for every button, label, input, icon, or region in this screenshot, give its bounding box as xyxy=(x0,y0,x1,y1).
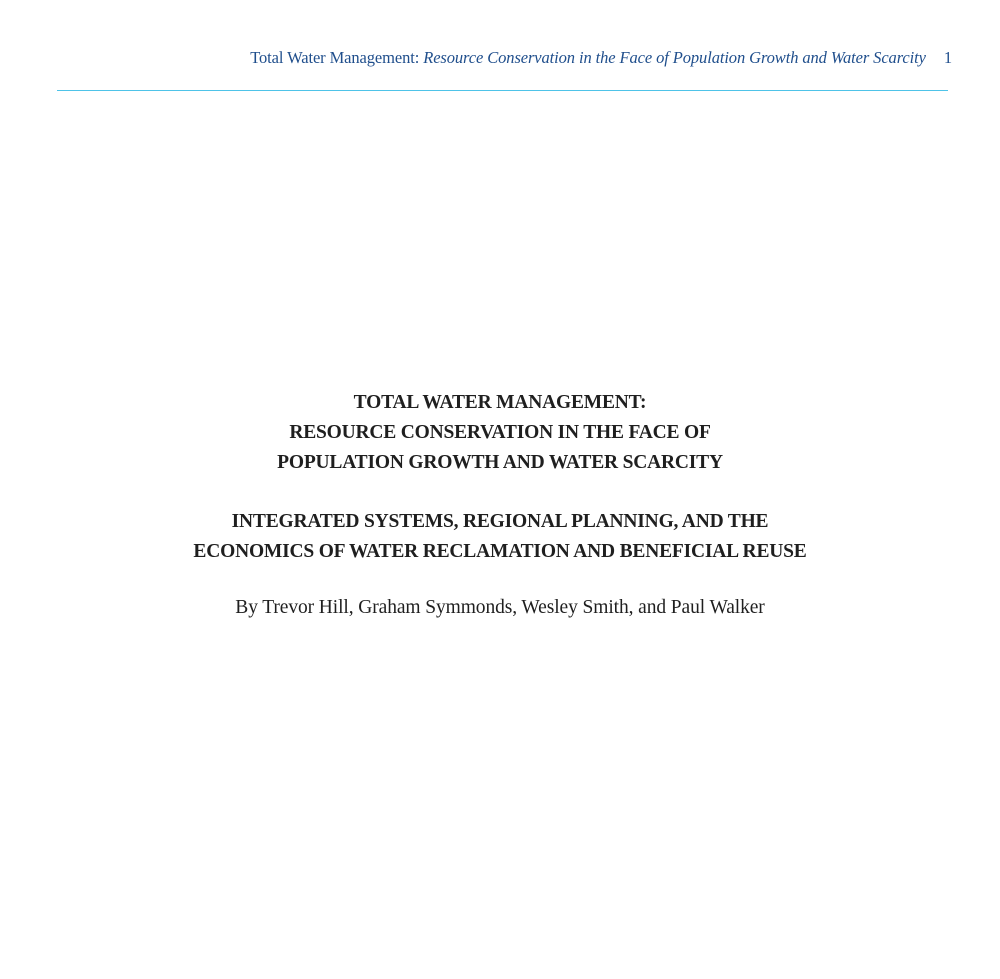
running-header-subtitle: Resource Conservation in the Face of Population Growth and Water Scarcity xyxy=(423,48,926,67)
title-line-1: TOTAL WATER MANAGEMENT: xyxy=(353,392,647,413)
document-title xyxy=(0,388,1000,478)
document-subtitle xyxy=(0,507,1000,567)
page-number: 1 xyxy=(943,48,952,67)
title-line-3: POPULATION GROWTH AND WATER SCARCITY xyxy=(277,452,723,473)
title-line-2: RESOURCE CONSERVATION IN THE FACE OF xyxy=(289,422,711,443)
author-byline: By Trevor Hill, Graham Symmonds, Wesley Smith, and Paul Walker xyxy=(235,597,765,618)
running-header xyxy=(250,48,952,68)
subtitle-line-2: ECONOMICS OF WATER RECLAMATION AND BENEFICIAL REUSE xyxy=(193,541,807,562)
running-header-title: Total Water Management: xyxy=(250,48,424,67)
subtitle-line-1: INTEGRATED SYSTEMS, REGIONAL PLANNING, AND THE xyxy=(231,511,769,532)
header-divider xyxy=(57,90,948,91)
